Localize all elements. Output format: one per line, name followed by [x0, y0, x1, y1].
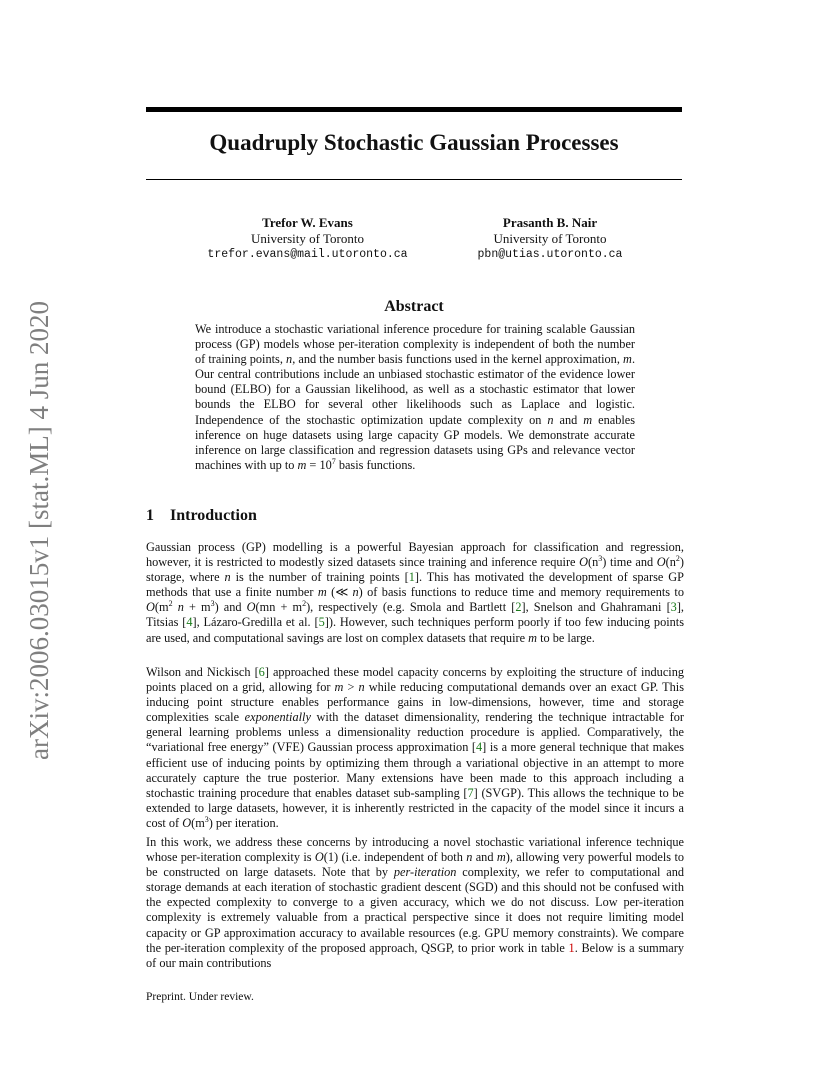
intro-paragraph-2: Wilson and Nickisch [6] approached these model capacity concerns by exploiting the structure of inducing points placed on a grid, allowing for m > n while reducing computational demands over an exact GP. This inducing point structure enables performance gains in low-dimensions, however, time and storage complexities scale exponentially with the dataset dimensionality, rendering the technique intractable for general learning problems unless a dimensionality reduction procedure is applied. Comparatively, the “variational free energy” (VFE) Gaussian process approximation [4] is a more general technique that makes efficient use of inducing points by optimizing them through a variational objective in an attempt to more accurately capture the true posterior. Many extensions have been made to this approach including a stochastic training procedure that enables dataset sub-sampling [7] (SVGP). This allows the technique to be extended to large datasets, however, it is inherently restricted in the capacity of the model since it incurs a cost of $O(m^3)$ per iteration.	[146, 665, 685, 830]
section-title: Introduction	[170, 507, 257, 524]
paper-title: Quadruply Stochastic Gaussian Processes	[209, 130, 619, 155]
author-name: Trefor W. Evans	[262, 215, 353, 230]
abstract-heading: Abstract	[384, 298, 444, 315]
author-block-1	[195, 215, 420, 263]
author-affiliation: University of Toronto	[493, 231, 607, 246]
author-block-2	[445, 215, 655, 263]
footer-note: Preprint. Under review.	[146, 991, 254, 1003]
author-email: pbn@utias.utoronto.ca	[477, 248, 623, 261]
author-email: trefor.evans@mail.utoronto.ca	[207, 248, 408, 261]
abstract-text: We introduce a stochastic variational inference procedure for training scalable Gaussian process (GP) models whose per-iteration complexity is independent of both the number of training points, n, and the number basis functions used in the kernel approximation, m. Our central contributions include an unbiased stochastic estimator of the evidence lower bound (ELBO) for a Gaussian likelihood, as well as a stochastic estimator that lower bounds the ELBO for several other likelihoods such as Laplace and logistic. Independence of the stochastic optimization update complexity on n and m enables inference on huge datasets using large capacity GP models. We demonstrate accurate inference on large classification and regression datasets using GPs and relevance vector machines with up to $m = 10^7$ basis functions.	[195, 322, 636, 472]
title-bottom-rule	[146, 179, 682, 180]
section-number: 1	[146, 507, 154, 524]
intro-paragraph-3: In this work, we address these concerns by introducing a novel stochastic variational inference technique whose per-iteration complexity is O(1) (i.e. independent of both n and m), allowing very powerful models to be constructed on large datasets. Note that by per-iteration complexity, we refer to computational and storage demands at each iteration of stochastic gradient descent (SGD) and this should not be confused with the expected complexity to converge to a given accuracy, which we do not discuss. Low per-iteration complexity is extremely valuable from a practical perspective since it does not require limiting model capacity or GP approximation accuracy to available resources (e.g. GPU memory constraints). We compare the per-iteration complexity of the proposed approach, QSGP, to prior work in table 1. Below is a summary of our main contributions	[146, 835, 685, 970]
intro-paragraph-1: Gaussian process (GP) modelling is a powerful Bayesian approach for classification and regression, however, it is restricted to modestly sized datasets since training and inference require $O(n^3)$ time and $O(n^2)$ storage, where n is the number of training points [1]. This has motivated the development of sparse GP methods that use a finite number m (≪ n) of basis functions to reduce time and memory requirements to $O(m^2$ $n + m^3$) and $O(mn + m^2)$, respectively (e.g. Smola and Bartlett [2], Snelson and Ghahramani [3], Titsias [4], Lázaro-Gredilla et al. [5]). However, such techniques perform poorly if too few inducing points are used, and computational savings are lost on complex datasets that require m to be large.	[146, 540, 685, 645]
author-affiliation: University of Toronto	[251, 231, 364, 246]
title-top-rule	[146, 107, 682, 112]
author-name: Prasanth B. Nair	[502, 215, 598, 230]
arxiv-sidebar-stamp: arXiv:2006.03015v1 [stat.ML] 4 Jun 2020	[24, 301, 54, 760]
section-heading	[146, 507, 257, 525]
